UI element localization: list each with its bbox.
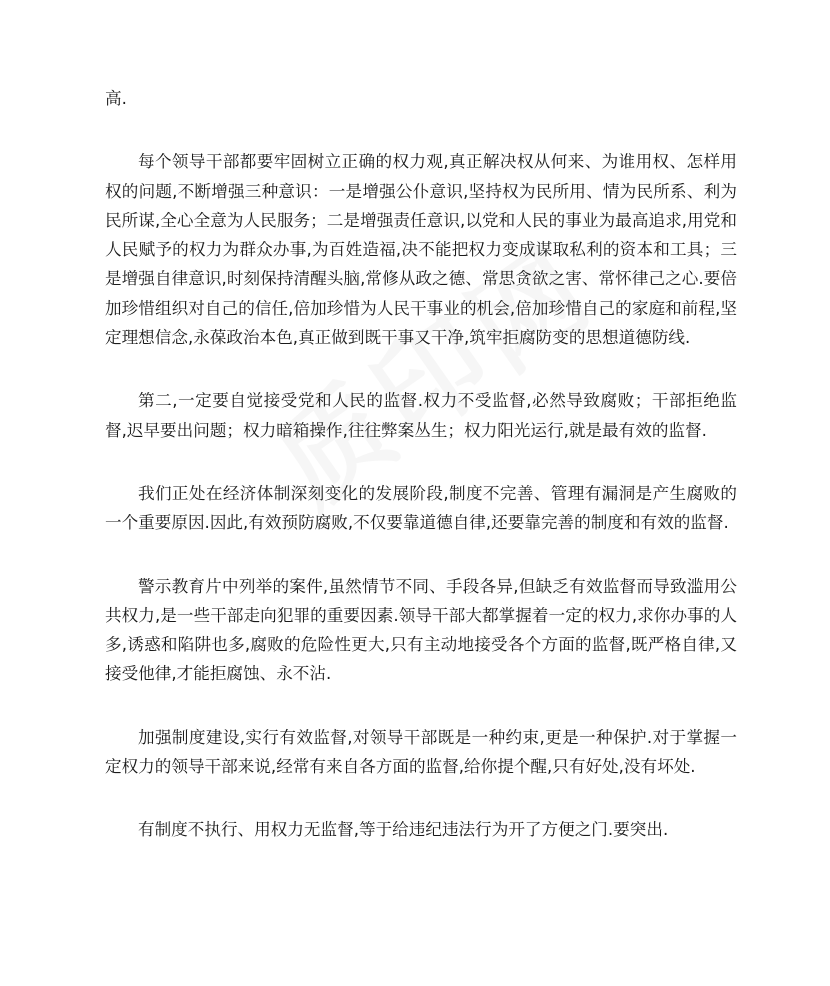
paragraph-7: 有制度不执行、用权力无监督,等于给违纪违法行为开了方便之门.要突出.: [138, 820, 669, 840]
paragraph-3: 第二,一定要自觉接受党和人民的监督.权力不受监督,必然导致腐败；干部拒绝监督,迟早要出问题；权力暗箱操作,往往弊案丛生；权力阳光运行,就是最有效的监督.: [105, 391, 737, 440]
paragraph-1: 高.: [105, 89, 127, 108]
paragraph-2: 每个领导干部都要牢固树立正确的权力观,真正解决权从何来、为谁用权、怎样用权的问题,不断增强三种意识：一是增强公仆意识,坚持权为民所用、情为民所系、利为民所谋,全心全意为人民服务；二是增强责任意识,以党和人民的事业为最高追求,用党和人民赋予的权力为群众办事,为百姓造福,决不能把权力变成谋取私利的资本和工具；三是增强自律意识,时刻保持清醒头脑,常修从政之德、常思贪欲之害、常怀律己之心.要倍加珍惜组织对自己的信任,倍加珍惜为人民干事业的机会,倍加珍惜自己的家庭和前程,坚定理想信念,永葆政治本色,真正做到既干事又干净,筑牢拒腐防变的思想道德防线.: [105, 152, 737, 348]
paragraph-4: 我们正处在经济体制深刻变化的发展阶段,制度不完善、管理有漏洞是产生腐败的一个重要原因.因此,有效预防腐败,不仅要靠道德自律,还要靠完善的制度和有效的监督.: [105, 483, 737, 533]
paragraph-5: 警示教育片中列举的案件,虽然情节不同、手段各异,但缺乏有效监督而导致滥用公共权力,是一些干部走向犯罪的重要因素.领导干部大都掌握着一定的权力,求你办事的人多,诱惑和陷阱也多,腐败的危险性更大,只有主动地接受各个方面的监督,既严格自律,又接受他律,才能拒腐蚀、永不沾.: [105, 576, 737, 684]
paragraph-6: 加强制度建设,实行有效监督,对领导干部既是一种约束,更是一种保护.对于掌握一定权力的领导干部来说,经常有来自各方面的监督,给你提个醒,只有好处,没有坏处.: [105, 727, 737, 777]
document-body: [105, 84, 737, 845]
